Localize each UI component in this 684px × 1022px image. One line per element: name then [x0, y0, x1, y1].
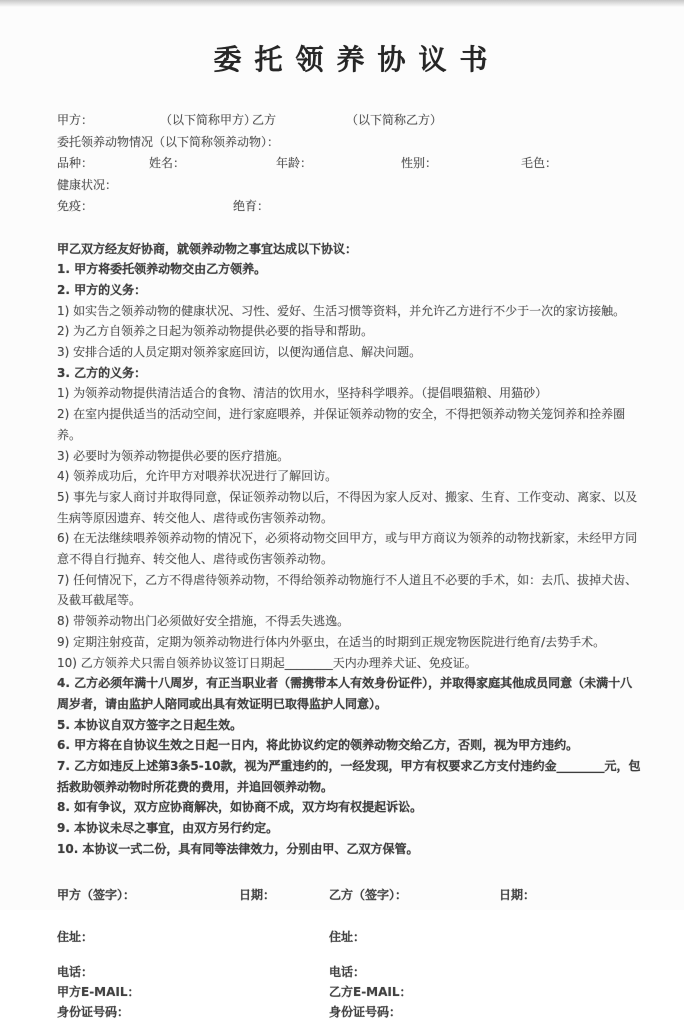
- party-b-note: （以下简称乙方）: [346, 113, 443, 127]
- clause-paragraph: 4) 领养成功后，允许甲方对喂养状况进行了解回访。: [57, 469, 338, 484]
- clause-paragraph: 8. 如有争议，双方应协商解决，如协商不成，双方均有权提起诉讼。: [57, 800, 423, 815]
- parties-line: [57, 110, 644, 132]
- clause-paragraph: 8) 带领养动物出门必须做好安全措施，不得丢失逃逸。: [57, 614, 350, 629]
- animal-info-heading: 委托领养动物情况（以下简称领养动物）：: [57, 134, 280, 149]
- clause-paragraph: 9) 定期注射疫苗，定期为领养动物进行体内外驱虫，在适当的时期到正规宠物医院进行绝育/去势手术。: [57, 634, 606, 649]
- clause-paragraph: 5. 本协议自双方签字之日起生效。: [57, 717, 243, 732]
- party-b-sign-label: 乙方（签字）：: [329, 887, 408, 902]
- clause-paragraph: 10. 本协议一式二份，具有同等法律效力，分别由甲、乙双方保管。: [57, 841, 419, 856]
- age-field-label: 年龄：: [276, 156, 313, 170]
- clause-paragraph: 6. 甲方将在自协议生效之日起一日内，将此协议约定的领养动物交给乙方，否则，视为甲方违约。: [57, 738, 579, 753]
- party-b-date-label: 日期：: [499, 887, 536, 902]
- party-a-email-label: 甲方E-MAIL：: [57, 984, 140, 999]
- party-b-address-label: 住址：: [329, 929, 366, 944]
- signature-row: [57, 885, 644, 905]
- name-field-label: 姓名：: [149, 156, 186, 170]
- clause-paragraph: 5) 事先与家人商讨并取得同意，保证领养动物以后，不得因为家人反对、搬家、生育、工作变动、离家、以及生病等原因遗弃、转交他人、虐待或伤害领养动物。: [57, 489, 638, 525]
- party-b-label: 乙方: [252, 113, 277, 127]
- party-a-id-label: 身份证号码：: [57, 1004, 130, 1019]
- clause-paragraph: 3) 安排合适的人员定期对领养家庭回访，以便沟通信息、解决问题。: [57, 345, 422, 360]
- party-a-sign-label: 甲方（签字）：: [57, 887, 136, 902]
- clause-paragraph: 4. 乙方必须年满十八周岁，有正当职业者（需携带本人有效身份证件），并取得家庭其他成员同意（未满十八周岁者，请由监护人陪同或出具有效证明已取得监护人同意）。: [57, 676, 633, 711]
- party-a-note: （以下简称甲方）: [160, 113, 257, 127]
- immune-field-label: 免疫：: [57, 199, 94, 213]
- party-a-date-label: 日期：: [239, 887, 276, 902]
- address-row: [57, 927, 644, 947]
- immune-line: [57, 196, 644, 218]
- email-row: [57, 982, 644, 1002]
- clause-paragraph: 10) 乙方领养犬只需自领养协议签订日期起________天内办理养犬证、免疫证。: [57, 655, 477, 670]
- clause-paragraph: 2) 为乙方自领养之日起为领养动物提供必要的指导和帮助。: [57, 324, 374, 339]
- signature-section: [57, 885, 644, 1022]
- clause-paragraph: 3) 必要时为领养动物提供必要的医疗措施。: [57, 448, 290, 463]
- party-a-label: 甲方：: [57, 113, 94, 127]
- animal-fields-line: [57, 153, 644, 175]
- party-b-phone-label: 电话：: [329, 964, 366, 979]
- preamble: 甲乙双方经友好协商，就领养动物之事宜达成以下协议：: [57, 241, 358, 256]
- header-form: [57, 110, 644, 218]
- party-a-phone-label: 电话：: [57, 964, 94, 979]
- id-row: [57, 1002, 644, 1022]
- health-line: 健康状况：: [57, 177, 118, 192]
- clause-paragraph: 7) 任何情况下，乙方不得虐待领养动物，不得给领养动物施行不人道且不必要的手术，如：去爪、拔掉犬齿、及截耳截尾等。: [57, 572, 638, 608]
- coat-field-label: 毛色：: [521, 156, 558, 170]
- clause-paragraph: 1) 为领养动物提供清洁适合的食物、清洁的饮用水，坚持科学喂养。（提倡喂猫粮、用猫砂）: [57, 386, 548, 401]
- clause-paragraph: 2. 甲方的义务：: [57, 282, 147, 297]
- clause-list: [57, 259, 644, 859]
- clause-paragraph: 1. 甲方将委托领养动物交由乙方领养。: [57, 262, 267, 277]
- clause-paragraph: 3. 乙方的义务：: [57, 365, 147, 380]
- party-b-id-label: 身份证号码：: [329, 1004, 402, 1019]
- breed-field-label: 品种：: [57, 156, 94, 170]
- party-a-address-label: 住址：: [57, 929, 94, 944]
- sex-field-label: 性别：: [401, 156, 438, 170]
- phone-row: [57, 962, 644, 982]
- party-b-email-label: 乙方E-MAIL：: [329, 984, 412, 999]
- clause-paragraph: 7. 乙方如违反上述第3条5-10款，视为严重违约的，一经发现，甲方有权要求乙方支付违约金________元，包括救助领养动物时所花费的费用，并追回领养动物。: [57, 759, 641, 794]
- neuter-field-label: 绝育：: [233, 199, 270, 213]
- clause-paragraph: 6) 在无法继续喂养领养动物的情况下，必须将动物交回甲方，或与甲方商议为领养的动物找新家，未经甲方同意不得自行抛弃、转交他人、虐待或伤害领养动物。: [57, 531, 638, 567]
- document-title: 委托领养协议书: [213, 43, 501, 76]
- clauses-section: [57, 239, 644, 860]
- clause-paragraph: 9. 本协议未尽之事宜，由双方另行约定。: [57, 821, 279, 836]
- clause-paragraph: 2) 在室内提供适当的活动空间，进行家庭喂养，并保证领养动物的安全，不得把领养动物关笼饲养和拴养圈养。: [57, 407, 626, 442]
- clause-paragraph: 1) 如实告之领养动物的健康状况、习性、爱好、生活习惯等资料，并允许乙方进行不少于一次的家访接触。: [57, 303, 626, 318]
